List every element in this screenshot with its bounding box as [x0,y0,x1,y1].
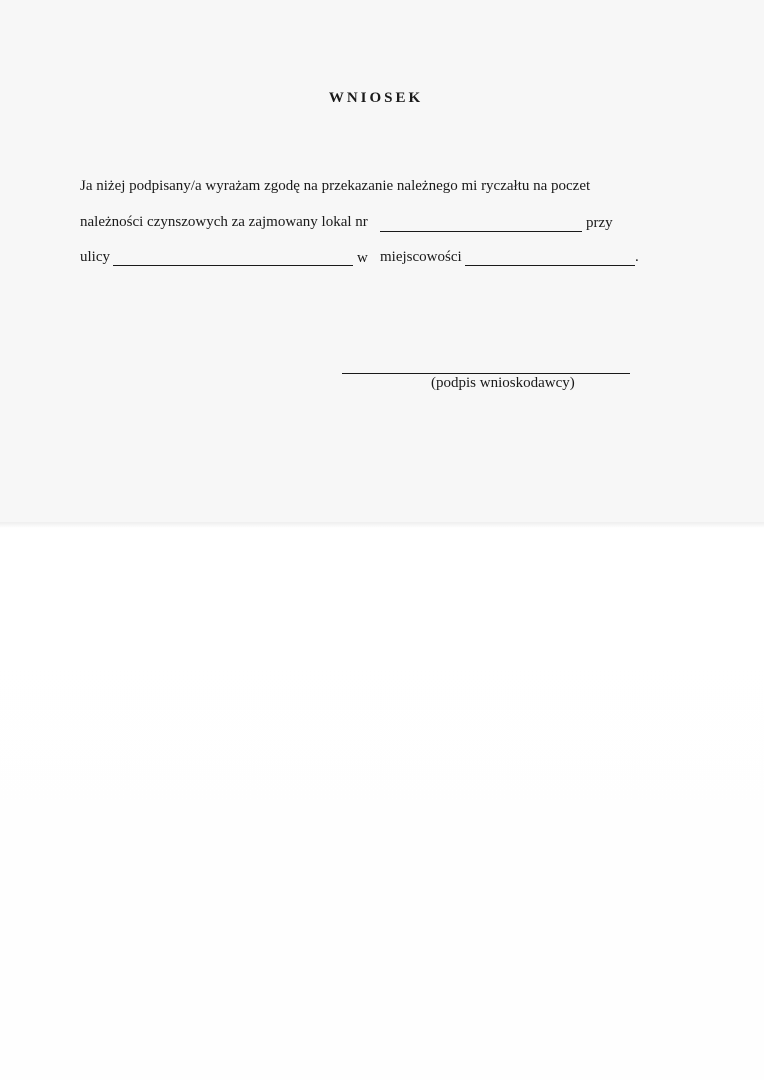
city-label: miejscowości [380,249,462,265]
document-title: WNIOSEK [328,90,424,106]
sentence-period: . [635,249,639,265]
w-text: w [357,250,368,266]
przy-text: przy [586,215,613,231]
apartment-number-field[interactable] [380,231,582,232]
consent-text-line-1: Ja niżej podpisany/a wyrażam zgodę na przekazanie należnego mi ryczałtu na poczet [80,178,591,194]
street-label: ulicy [80,249,110,265]
city-field[interactable] [465,265,635,266]
consent-text-line-2: należności czynszowych za zajmowany lokal nr [80,214,368,230]
page-fold-shadow [0,522,764,528]
signature-label: (podpis wnioskodawcy) [431,375,575,391]
signature-field[interactable] [342,373,630,374]
street-field[interactable] [113,265,353,266]
